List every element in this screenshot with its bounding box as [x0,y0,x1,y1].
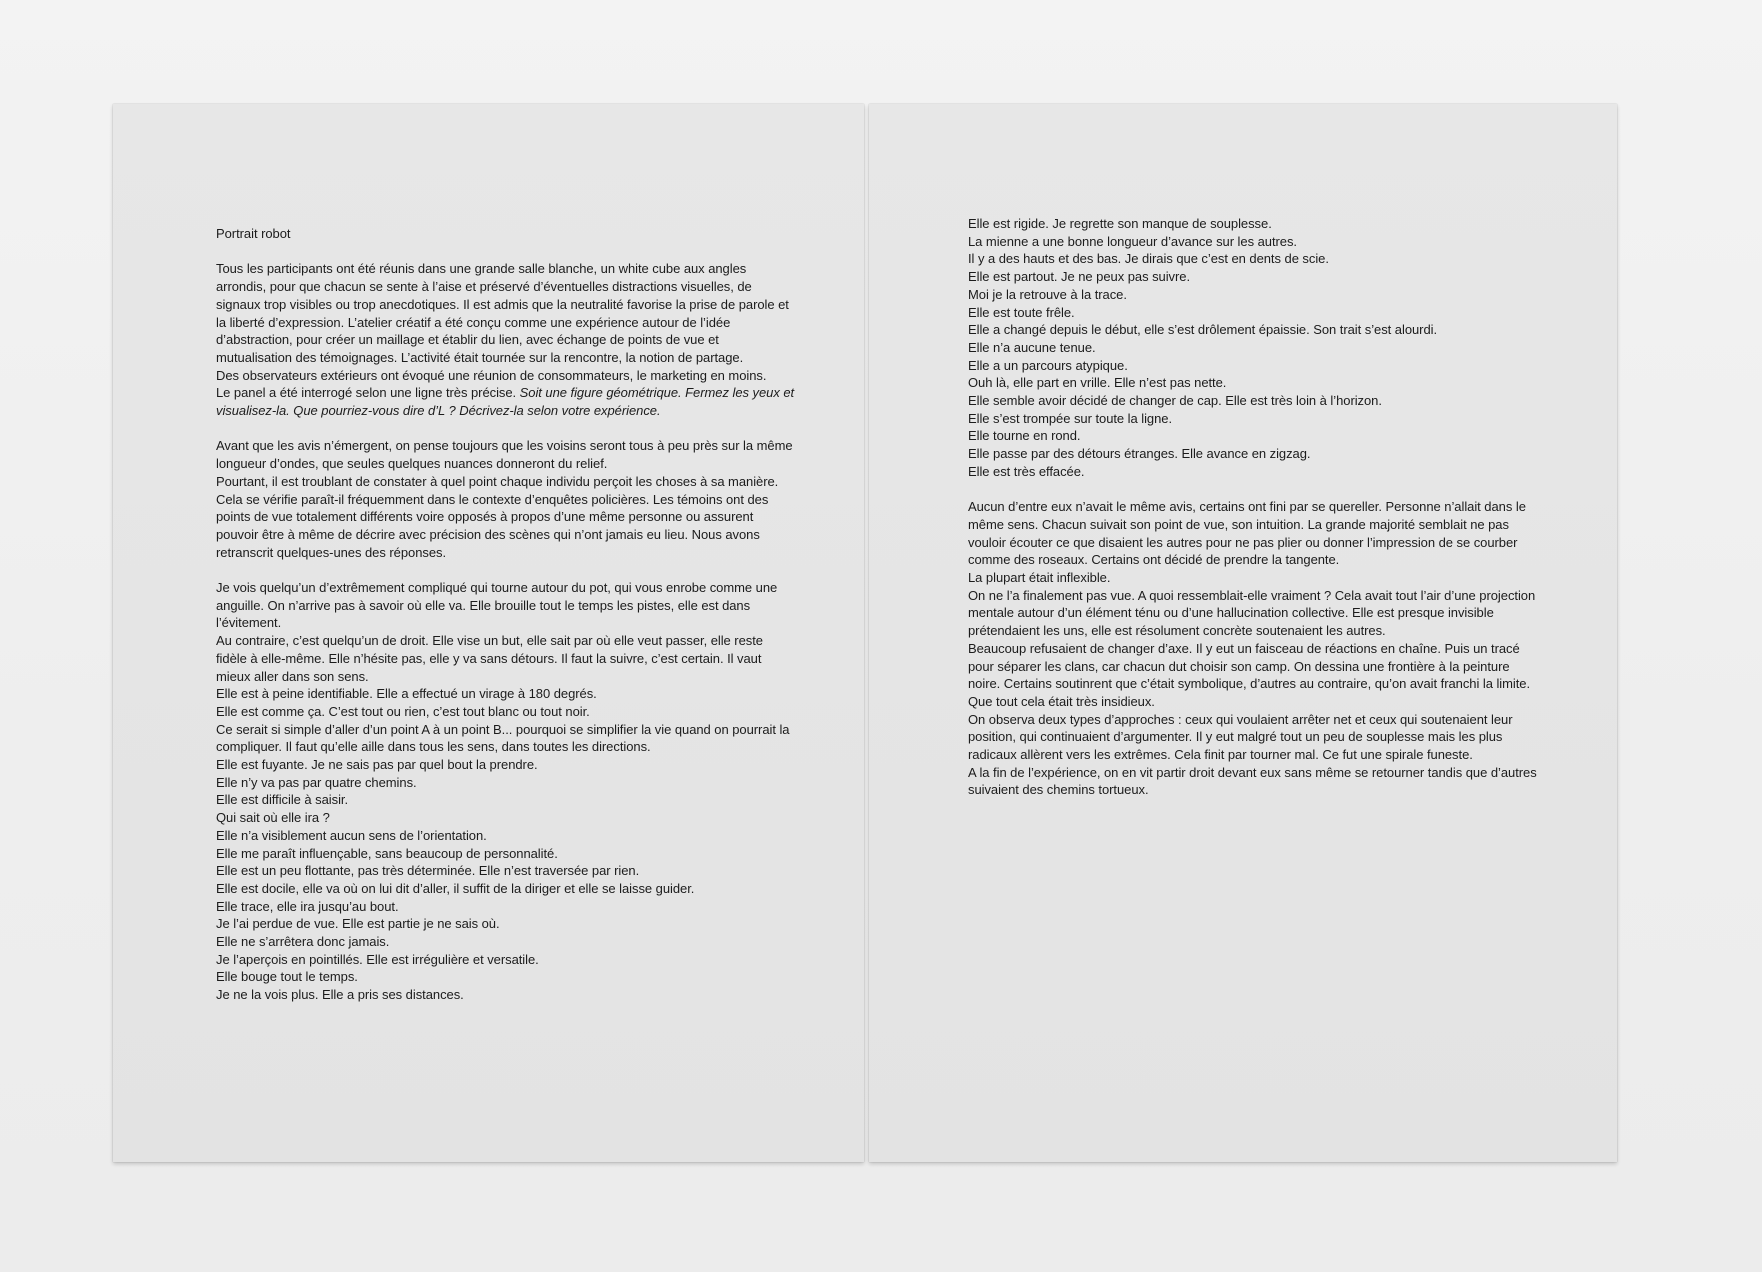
panel-lead-text: Le panel a été interrogé selon une ligne très précise. [216,385,517,401]
testimony-item: Je l’aperçois en pointillés. Elle est irrégulière et versatile. [216,951,539,967]
testimony-item: Elle est comme ça. C’est tout ou rien, c’est tout blanc ou tout noir. [216,703,590,719]
testimony-item: Moi je la retrouve à la trace. [968,286,1127,302]
observers-paragraph: Des observateurs extérieurs ont évoqué une réunion de consommateurs, le marketing en moins. [216,367,767,383]
testimony-item: Elle trace, elle ira jusqu’au bout. [216,898,399,914]
witness-paragraph: Pourtant, il est troublant de constater à quel point chaque individu perçoit les choses à sa manière. Cela se vérifie paraît-il fréquemment dans le contexte d’enquêtes policières. Les témoins ont des points de vue totalement différents voire opposés à propos d’une même personne ou assurent pouvoir être à même de décrire avec précision des scènes qui n’ont jamais eu lieu. Nous avons retranscrit quelques-unes des réponses. [216,473,779,560]
testimony-item: Elle est difficile à saisir. [216,792,349,808]
testimony-item: Ouh là, elle part en vrille. Elle n’est pas nette. [968,375,1227,391]
right-paper-sheet [869,104,1617,1162]
left-text-column [216,225,796,1004]
testimony-item: Elle est rigide. Je regrette son manque de souplesse. [968,216,1272,231]
testimony-item: Au contraire, c’est quelqu’un de droit. Elle vise un but, elle sait par où elle veut passer, elle reste fidèle à elle-même. Elle n’hésite pas, elle y va sans détours. Il faut la suivre, c’est certain. Il vaut mieux aller dans son sens. [216,633,763,684]
testimony-item: Elle est à peine identifiable. Elle a effectué un virage à 180 degrés. [216,686,597,702]
testimony-item: Elle est fuyante. Je ne sais pas par quel bout la prendre. [216,757,538,773]
testimony-item: Je l’ai perdue de vue. Elle est partie je ne sais où. [216,916,500,932]
testimony-item: Ce serait si simple d’aller d’un point A à un point B... pourquoi se simplifier la vie quand on pourrait la compliquer. Il faut qu’elle aille dans tous les sens, dans toutes les directions. [216,721,790,755]
right-text-column [968,215,1540,799]
testimony-item: Elle s’est trompée sur toute la ligne. [968,410,1173,426]
testimony-item: Qui sait où elle ira ? [216,810,330,826]
testimony-item: Elle n’a visiblement aucun sens de l’orientation. [216,827,487,843]
approaches-paragraph: On observa deux types d’approches : ceux qui voulaient arrêter net et ceux qui soutenaient leur position, qui continuaient d’argumenter. Il y eut malgré tout un peu de souplesse mais les plus radicaux allèrent vers les extrêmes. Cela finit par tourner mal. Ce fut une spirale funeste. [968,711,1513,763]
testimony-item: Elle est partout. Je ne peux pas suivre. [968,269,1191,285]
testimony-item: Elle n’a aucune tenue. [968,339,1096,355]
testimony-item: Elle est docile, elle va où on lui dit d’aller, il suffit de la diriger et elle se laisse guider. [216,880,695,896]
left-paper-sheet [113,104,864,1162]
inflexible-line: La plupart était inflexible. [968,570,1111,586]
testimony-item: Elle ne s’arrêtera donc jamais. [216,934,390,950]
testimony-item: Elle tourne en rond. [968,428,1081,444]
testimony-item: Elle me paraît influençable, sans beaucoup de personnalité. [216,845,558,861]
panel-instruction-italic: Soit une figure géométrique. Fermez les yeux et visualisez-la. Que pourriez-vous dire d’L ? Décrivez-la selon votre expérience. [216,385,795,419]
testimony-item: Elle est un peu flottante, pas très déterminée. Elle n’est traversée par rien. [216,863,640,879]
testimony-item: La mienne a une bonne longueur d’avance sur les autres. [968,233,1297,249]
testimony-item: Elle a changé depuis le début, elle s’est drôlement épaissie. Son trait s’est alourdi. [968,322,1438,338]
testimony-item: Il y a des hauts et des bas. Je dirais que c’est en dents de scie. [968,251,1329,267]
testimony-item: Elle semble avoir décidé de changer de cap. Elle est très loin à l’horizon. [968,393,1382,409]
testimony-item: Elle est toute frêle. [968,304,1075,320]
intro-paragraph: Tous les participants ont été réunis dans une grande salle blanche, un white cube aux angles arrondis, pour que chacun se sente à l’aise et préservé d’éventuelles distractions visuelles, de signaux trop visibles ou trop anecdotiques. Il est admis que la neutralité favorise la prise de parole et la liberté d’expression. L’atelier créatif a été conçu comme une expérience autour de l’idée d’abstraction, pour créer un maillage et établir du lien, avec échange de points de vue et mutualisation des témoignages. L’activité était tournée sur la rencontre, la notion de partage. [216,261,789,365]
testimony-item: Elle est très effacée. [968,463,1085,479]
testimony-item: Elle n’y va pas par quatre chemins. [216,774,417,790]
projection-paragraph: On ne l’a finalement pas vue. A quoi ressemblait-elle vraiment ? Cela avait tout l’air d’une projection mentale autour d’un élément ténu ou d’une hallucination collective. Elle est presque invisible prétendaient les uns, elle est résolument concrète soutenaient les autres. [968,587,1536,639]
paragraph-gap [968,481,1540,499]
testimony-item: Je vois quelqu’un d’extrêmement compliqué qui tourne autour du pot, qui vous enrobe comme une anguille. On n’arrive pas à savoir où elle va. Elle brouille tout le temps les pistes, elle est dans l’évitement. [216,580,778,631]
disagreement-paragraph: Aucun d’entre eux n’avait le même avis, certains ont fini par se quereller. Personne n’allait dans le même sens. Chacun suivait son point de vue, son intuition. La grande majorité semblait ne pas vouloir écouter ce que disaient les autres pour ne pas plier ou donner l’impression de se courber comme des roseaux. Certains ont décidé de prendre la tangente. [968,499,1526,568]
expectation-paragraph: Avant que les avis n’émergent, on pense toujours que les voisins seront tous à peu près sur la même longueur d’ondes, que seules quelques nuances donneront du relief. [216,438,793,472]
testimony-item: Elle passe par des détours étranges. Elle avance en zigzag. [968,446,1311,462]
testimony-item: Je ne la vois plus. Elle a pris ses distances. [216,987,464,1003]
paragraph-gap [216,420,796,438]
testimony-item: Elle a un parcours atypique. [968,357,1128,373]
testimony-item: Elle bouge tout le temps. [216,969,358,985]
frontier-paragraph: Beaucoup refusaient de changer d’axe. Il y eut un faisceau de réactions en chaîne. Puis un tracé pour séparer les clans, car chacun dut choisir son camp. On dessina une frontière à la peinture noire. Certains soutinrent que c’était symbolique, d’autres au contraire, qu’on avait franchi la limite. Que tout cela était très insidieux. [968,640,1531,709]
ending-paragraph: A la fin de l’expérience, on en vit partir droit devant eux sans même se retourner tandis que d’autres suivaient des chemins tortueux. [968,764,1537,798]
panel-paragraph [216,384,796,419]
document-title: Portrait robot [216,226,291,241]
paragraph-gap [216,561,796,579]
